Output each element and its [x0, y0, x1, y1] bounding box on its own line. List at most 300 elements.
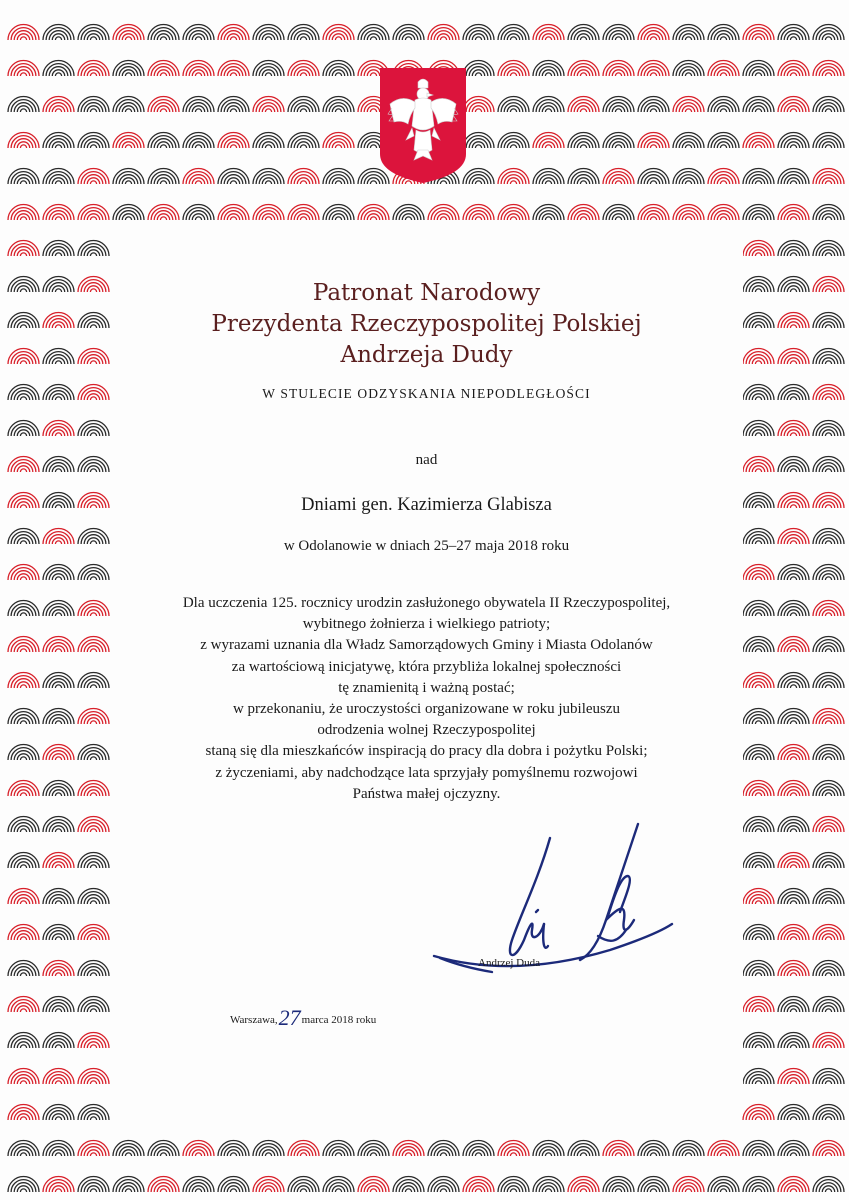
border-arc [743, 673, 774, 689]
border-arc [78, 277, 109, 293]
border-arc [393, 1141, 424, 1157]
border-arc [743, 745, 774, 761]
border-arc [463, 205, 494, 221]
border-arc [43, 673, 74, 688]
certificate-title [110, 278, 743, 371]
border-arc [78, 960, 109, 976]
border-arc [393, 1176, 424, 1192]
border-arc [708, 24, 739, 40]
border-arc [685, 37, 691, 40]
issue-date [230, 1005, 376, 1031]
border-arc [743, 384, 774, 400]
border-arc [720, 181, 726, 184]
border-arc [790, 505, 796, 508]
border-arc [43, 1105, 74, 1120]
border-arc [533, 1141, 564, 1157]
border-arc [778, 925, 809, 941]
border-arc [230, 145, 236, 148]
border-arc [300, 145, 306, 148]
border-arc [300, 181, 306, 184]
border-arc [90, 649, 96, 652]
border-arc [370, 37, 376, 40]
border-arc [195, 109, 201, 112]
border-arc [778, 348, 809, 364]
border-arc [755, 901, 761, 904]
border-arc [755, 1189, 761, 1192]
border-arc [20, 1081, 26, 1084]
border-arc [90, 1045, 96, 1048]
border-arc [78, 132, 109, 148]
border-arc [813, 817, 844, 833]
border-arc [568, 132, 599, 148]
border-arc [43, 709, 74, 724]
border-arc [475, 73, 481, 76]
border-arc [20, 505, 26, 508]
border-arc [463, 24, 494, 40]
border-arc [533, 205, 564, 221]
border-arc [545, 145, 551, 148]
border-arc [183, 169, 214, 185]
border-arc [475, 181, 481, 184]
border-arc [8, 853, 39, 869]
border-arc [743, 997, 774, 1013]
border-arc [8, 24, 39, 40]
border-arc [253, 97, 284, 113]
border-arc [580, 1189, 586, 1192]
border-arc [20, 685, 26, 688]
border-arc [813, 241, 844, 257]
border-arc [90, 613, 96, 616]
border-arc [195, 181, 201, 184]
border-arc [335, 1153, 341, 1156]
border-arc [615, 1153, 621, 1156]
border-arc [825, 865, 831, 868]
border-arc [790, 289, 796, 292]
border-arc [8, 565, 39, 581]
body-line: tę znamienitą i ważną postać; [338, 679, 515, 696]
border-arc [743, 241, 774, 257]
border-arc [218, 1176, 249, 1192]
border-arc [790, 685, 796, 688]
border-arc [638, 1141, 669, 1157]
border-arc [8, 1105, 39, 1121]
border-arc [20, 289, 26, 292]
border-arc [615, 217, 621, 220]
border-arc [78, 61, 109, 77]
border-arc [218, 205, 249, 221]
border-arc [55, 1153, 61, 1156]
border-arc [778, 97, 809, 113]
border-arc [8, 888, 39, 904]
border-arc [90, 577, 96, 580]
border-arc [288, 205, 319, 221]
border-arc [778, 205, 809, 221]
border-arc [20, 253, 26, 256]
border-arc [90, 685, 96, 688]
border-arc [650, 181, 656, 184]
border-arc [708, 1141, 739, 1157]
border-arc [8, 384, 39, 400]
border-arc [43, 25, 74, 40]
border-arc [78, 708, 109, 724]
border-arc [825, 145, 831, 148]
border-arc [498, 1176, 529, 1192]
border-arc [8, 997, 39, 1013]
border-arc [533, 24, 564, 40]
border-arc [743, 457, 774, 473]
border-arc [475, 37, 481, 40]
border-arc [825, 397, 831, 400]
signer-name: Andrzej Duda [478, 957, 541, 969]
border-arc [43, 205, 74, 220]
border-arc [510, 109, 516, 112]
border-arc [20, 361, 26, 364]
border-arc [148, 61, 179, 77]
border-arc [55, 865, 61, 868]
border-arc [743, 24, 774, 40]
border-arc [790, 73, 796, 76]
border-arc [300, 37, 306, 40]
border-arc [8, 528, 39, 544]
border-arc [743, 277, 774, 293]
border-arc [778, 421, 809, 437]
border-arc [253, 1141, 284, 1157]
border-arc [813, 493, 844, 509]
border-arc [743, 960, 774, 976]
border-arc [43, 781, 74, 796]
border-arc [825, 181, 831, 184]
border-arc [323, 1141, 354, 1157]
border-arc [78, 421, 109, 437]
border-arc [638, 61, 669, 77]
border-arc [498, 169, 529, 185]
border-arc [673, 205, 704, 221]
border-arc [755, 685, 761, 688]
border-arc [825, 901, 831, 904]
border-arc [55, 109, 61, 112]
border-arc [825, 685, 831, 688]
border-arc [55, 253, 61, 256]
border-arc [615, 109, 621, 112]
border-arc [55, 505, 61, 508]
border-arc [813, 708, 844, 724]
border-arc [755, 829, 761, 832]
border-arc [790, 793, 796, 796]
border-arc [813, 312, 844, 328]
border-arc [55, 325, 61, 328]
border-arc [790, 829, 796, 832]
border-arc [685, 1189, 691, 1192]
border-arc [755, 541, 761, 544]
border-arc [755, 937, 761, 940]
border-arc [78, 1176, 109, 1192]
border-arc [498, 205, 529, 221]
border-arc [825, 217, 831, 220]
border-arc [8, 1033, 39, 1049]
border-arc [78, 97, 109, 113]
border-arc [55, 721, 61, 724]
border-arc [778, 132, 809, 148]
border-arc [743, 97, 774, 113]
border-arc [743, 601, 774, 617]
border-arc [90, 829, 96, 832]
border-arc [475, 217, 481, 220]
border-arc [43, 997, 74, 1012]
border-arc [708, 1176, 739, 1192]
border-arc [813, 780, 844, 796]
border-arc [603, 205, 634, 221]
border-arc [55, 757, 61, 760]
body-line: za wartościową inicjatywę, która przybliża lokalnej społeczności [231, 658, 622, 675]
border-arc [475, 1189, 481, 1192]
border-arc [78, 1141, 109, 1157]
border-arc [790, 865, 796, 868]
border-arc [358, 1141, 389, 1157]
border-arc [755, 289, 761, 292]
border-arc [405, 1153, 411, 1156]
border-arc [778, 1105, 809, 1121]
border-arc [335, 181, 341, 184]
border-arc [8, 780, 39, 796]
border-arc [160, 145, 166, 148]
border-arc [55, 1117, 61, 1120]
border-arc [8, 61, 39, 77]
border-arc [90, 397, 96, 400]
border-arc [78, 1033, 109, 1049]
event-place-date: w Odolanowie w dniach 25–27 maja 2018 roku [283, 538, 570, 554]
border-arc [813, 1105, 844, 1121]
border-arc [790, 937, 796, 940]
border-arc [755, 721, 761, 724]
border-arc [405, 217, 411, 220]
border-arc [335, 217, 341, 220]
border-arc [113, 1141, 144, 1157]
border-arc [475, 109, 481, 112]
border-arc [743, 528, 774, 544]
border-arc [183, 24, 214, 40]
border-arc [603, 1141, 634, 1157]
border-arc [720, 145, 726, 148]
border-arc [510, 73, 516, 76]
border-arc [603, 1176, 634, 1192]
border-arc [78, 493, 109, 509]
border-arc [370, 217, 376, 220]
border-arc [253, 61, 284, 77]
border-arc [743, 132, 774, 148]
border-arc [755, 361, 761, 364]
border-arc [813, 1176, 844, 1192]
border-arc [125, 37, 131, 40]
border-arc [253, 24, 284, 40]
border-arc [43, 349, 74, 364]
border-arc [813, 888, 844, 904]
border-arc [43, 1069, 74, 1084]
border-arc [778, 888, 809, 904]
border-arc [358, 24, 389, 40]
border-arc [265, 181, 271, 184]
border-arc [825, 757, 831, 760]
border-arc [55, 1189, 61, 1192]
border-arc [78, 312, 109, 328]
border-arc [55, 1045, 61, 1048]
border-arc [743, 637, 774, 653]
border-arc [43, 277, 74, 292]
border-arc [90, 145, 96, 148]
border-arc [8, 745, 39, 761]
border-arc [90, 1189, 96, 1192]
border-arc [533, 132, 564, 148]
border-arc [218, 169, 249, 185]
border-arc [8, 277, 39, 293]
border-arc [148, 1141, 179, 1157]
body-line: z życzeniami, aby nadchodzące lata sprzyjały pomyślnemu rozwojowi [215, 764, 638, 781]
border-arc [813, 960, 844, 976]
border-arc [813, 169, 844, 185]
border-arc [778, 1141, 809, 1157]
border-arc [20, 649, 26, 652]
border-arc [638, 97, 669, 113]
border-arc [335, 73, 341, 76]
border-arc [638, 24, 669, 40]
border-arc [603, 24, 634, 40]
border-arc [160, 73, 166, 76]
border-arc [43, 133, 74, 148]
border-arc [113, 1176, 144, 1192]
border-arc [300, 109, 306, 112]
border-arc [90, 109, 96, 112]
border-arc [825, 433, 831, 436]
border-arc [265, 1189, 271, 1192]
border-arc [288, 1141, 319, 1157]
border-arc [755, 145, 761, 148]
border-arc [580, 217, 586, 220]
border-arc [183, 97, 214, 113]
border-arc [113, 169, 144, 185]
border-arc [755, 613, 761, 616]
border-arc [685, 181, 691, 184]
border-arc [778, 384, 809, 400]
border-arc [300, 1153, 306, 1156]
border-arc [685, 73, 691, 76]
border-arc [78, 384, 109, 400]
border-arc [673, 24, 704, 40]
border-arc [78, 601, 109, 617]
border-arc [778, 745, 809, 761]
border-arc [778, 1176, 809, 1192]
border-arc [790, 1009, 796, 1012]
border-arc [90, 793, 96, 796]
border-arc [813, 132, 844, 148]
border-arc [428, 1141, 459, 1157]
border-arc [20, 757, 26, 760]
border-arc [8, 348, 39, 364]
border-arc [755, 793, 761, 796]
border-arc [778, 817, 809, 833]
border-arc [743, 565, 774, 581]
border-arc [8, 925, 39, 941]
border-arc [778, 24, 809, 40]
border-arc [230, 1189, 236, 1192]
border-arc [195, 145, 201, 148]
border-arc [55, 73, 61, 76]
border-arc [825, 469, 831, 472]
border-arc [78, 205, 109, 221]
border-arc [790, 361, 796, 364]
border-arc [78, 169, 109, 185]
border-arc [55, 361, 61, 364]
border-arc [8, 1068, 39, 1084]
border-arc [125, 73, 131, 76]
border-arc [813, 384, 844, 400]
border-arc [533, 97, 564, 113]
border-arc [20, 865, 26, 868]
border-arc [813, 853, 844, 869]
border-arc [638, 1176, 669, 1192]
border-arc [8, 708, 39, 724]
border-arc [90, 289, 96, 292]
date-place: Warszawa, [230, 1014, 278, 1026]
border-arc [253, 205, 284, 221]
border-arc [78, 673, 109, 689]
border-arc [183, 205, 214, 221]
border-arc [825, 253, 831, 256]
border-arc [20, 721, 26, 724]
border-arc [20, 469, 26, 472]
border-arc [580, 181, 586, 184]
border-arc [790, 1045, 796, 1048]
border-arc [20, 901, 26, 904]
border-arc [148, 205, 179, 221]
border-arc [778, 528, 809, 544]
border-arc [113, 205, 144, 221]
border-arc [813, 457, 844, 473]
border-arc [160, 181, 166, 184]
border-arc [790, 145, 796, 148]
border-arc [720, 73, 726, 76]
border-arc [603, 132, 634, 148]
border-arc [813, 421, 844, 437]
border-arc [790, 469, 796, 472]
border-arc [813, 205, 844, 221]
border-arc [825, 325, 831, 328]
border-arc [825, 721, 831, 724]
border-arc [615, 73, 621, 76]
border-arc [778, 241, 809, 257]
border-arc [195, 37, 201, 40]
border-arc [568, 24, 599, 40]
border-arc [790, 397, 796, 400]
border-arc [755, 397, 761, 400]
border-arc [778, 277, 809, 293]
border-arc [90, 433, 96, 436]
border-arc [755, 1009, 761, 1012]
border-arc [638, 205, 669, 221]
border-arc [825, 973, 831, 976]
border-arc [323, 61, 354, 77]
border-arc [755, 37, 761, 40]
border-arc [195, 1153, 201, 1156]
border-arc [90, 217, 96, 220]
border-arc [20, 829, 26, 832]
border-arc [825, 541, 831, 544]
border-arc [370, 109, 376, 112]
border-arc [778, 708, 809, 724]
border-arc [685, 109, 691, 112]
border-arc [755, 325, 761, 328]
border-arc [743, 1141, 774, 1157]
border-arc [20, 541, 26, 544]
border-arc [743, 1105, 774, 1121]
